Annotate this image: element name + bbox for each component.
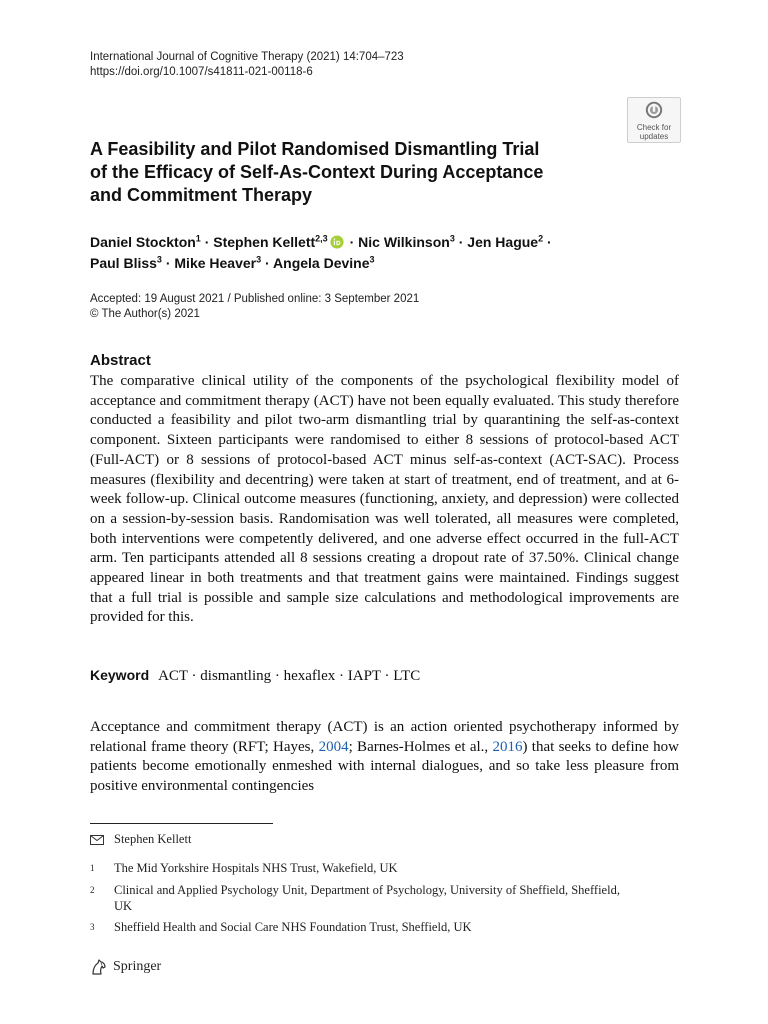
article-title [90,138,610,207]
crossmark-icon [645,101,663,119]
keywords [90,667,420,685]
title-line-3: and Commitment Therapy [90,185,313,205]
author-name[interactable]: Stephen Kellett [213,234,316,250]
author-line-2: Paul Bliss$^3$ · Mike Heaver$^3$ · Angela Devine$^3$ [90,254,375,271]
publisher-name: Springer [113,959,162,974]
body-text-part-1: Acceptance and commitment therapy (ACT) is an action oriented psychotherapy informed by relational frame theory (RFT; Hayes, [90,719,679,755]
author-name[interactable]: Angela Devine [273,255,370,271]
author-name[interactable]: Paul Bliss [90,255,157,271]
orcid-icon[interactable] [330,235,344,249]
corresponding-author [90,832,634,848]
affiliation-text: Sheffield Health and Social Care NHS Foundation Trust, Sheffield, UK [114,920,472,934]
body-paragraph [90,718,679,796]
affiliation-3 [90,920,634,936]
author-affiliation: 2,3 [315,233,328,244]
publisher-footer [90,958,161,976]
author-list [90,232,650,274]
keywords-list: ACT · dismantling · hexaflex · IAPT · LTC [158,668,421,684]
title-line-1: A Feasibility and Pilot Randomised Dismantling Trial [90,139,540,159]
keywords-label: Keyword [90,667,150,683]
journal-citation: International Journal of Cognitive Therapy (2021) 14:704–723 [90,51,404,63]
affiliation-text: Clinical and Applied Psychology Unit, Department of Psychology, University of Sheffield, Sheffield, UK [114,883,620,913]
copyright-notice: © The Author(s) 2021 [90,307,200,320]
author-affiliation: 3 [256,254,262,265]
corresponding-author-name[interactable]: Stephen Kellett [114,832,192,846]
author-affiliation: 1 [195,233,201,244]
author-affiliation: 3 [369,254,375,265]
doi-link[interactable]: https://doi.org/10.1007/s41811-021-00118-6 [90,66,313,78]
author-affiliation: 2 [538,233,544,244]
affiliation-marker: 1 [90,863,95,873]
author-name[interactable]: Daniel Stockton [90,234,196,250]
crossmark-label-2: updates [639,131,669,141]
crossmark-label-1: Check for [636,123,672,132]
affiliation-marker: 2 [90,885,95,895]
author-name[interactable]: Mike Heaver [174,255,257,271]
accepted-published-dates: Accepted: 19 August 2021 / Published online: 3 September 2021 [90,293,420,305]
footnote-divider [90,823,273,824]
springer-horse-icon [90,958,108,976]
author-name[interactable]: Nic Wilkinson [358,234,450,250]
author-name[interactable]: Jen Hague [467,234,539,250]
author-affiliation: 3 [156,254,162,265]
body-text-part-2: ; Barnes-Holmes et al., [348,738,493,755]
abstract-text: The comparative clinical utility of the components of the psychological flexibility model of acceptance and commitment therapy (ACT) have not been equally evaluated. This study therefore conducted a feasibility and pilot two-arm dismantling trial by quarantining the self-as-context component. Sixteen participants were randomised to either 8 sessions of protocol-based ACT (Full-ACT) or 8 sessions of protocol-based ACT minus self-as-context (ACT-SAC). Process measures (flexibility and decentring) were taken at start of treatment, end of treatment, and at 6-week follow-up. Clinical outcome measures (functioning, anxiety, and depression) were collected on a session-by-session basis. Randomisation was well tolerated, all measures were completed, both interventions were competently delivered, and one adverse effect occurred in the full-ACT arm. Ten participants attended all 8 sessions creating a dropout rate of 37.50%. Clinical change appeared linear in both treatments and that treatment gains were maintained. Findings suggest that a full trial is possible and sample size calculations and methodological improvements are provided for this. [90,373,679,626]
check-for-updates-badge[interactable] [627,97,681,143]
journal-header [90,50,404,80]
author-line-1: Daniel Stockton$^1$ · Stephen Kellett$^{2,3}$ · Nic Wilkinson$^3$ · Jen Hague$^2$ · [90,233,552,250]
affiliation-text: The Mid Yorkshire Hospitals NHS Trust, Wakefield, UK [114,861,398,875]
body-text-part-3: ) that seeks to define how patients become emotionally enmeshed with internal dialogues, and so take less pleasure from positive environmental contingencies [90,738,679,794]
author-affiliation: 3 [449,233,455,244]
envelope-icon[interactable] [90,835,104,845]
affiliation-marker: 3 [90,922,95,932]
affiliation-2 [90,883,634,914]
publication-dates [90,292,419,321]
title-line-2: of the Efficacy of Self-As-Context During Acceptance [90,162,544,182]
citation-link-hayes[interactable]: 2004 [318,738,349,755]
citation-link-barnes-holmes[interactable]: 2016 [492,738,523,755]
abstract-heading: Abstract [90,352,151,369]
affiliation-1 [90,861,634,877]
